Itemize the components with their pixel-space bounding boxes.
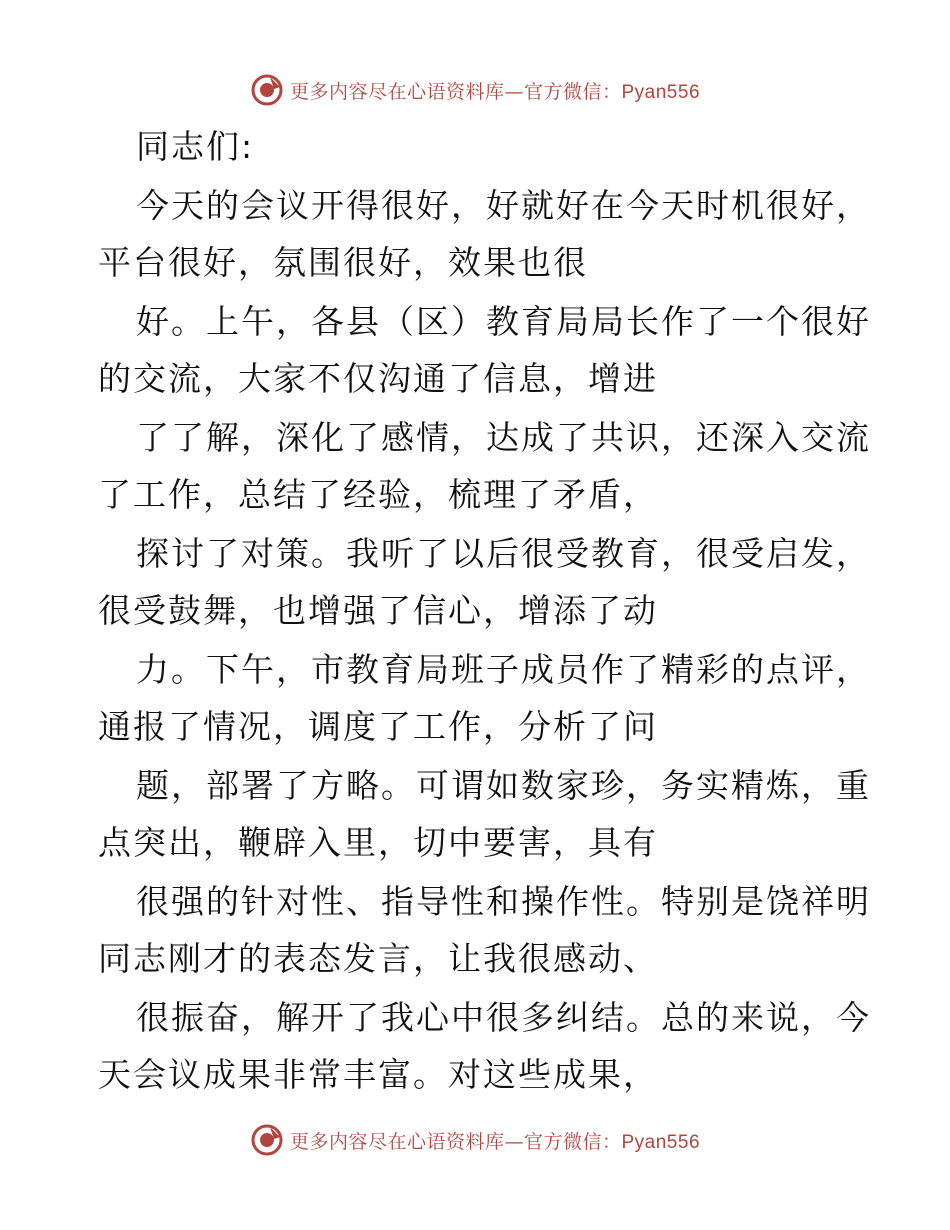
text-line: 点突出，鞭辟入里，切中要害，具有 <box>98 823 658 862</box>
text-line: 的交流，大家不仅沟通了信息，增进 <box>98 359 658 398</box>
banner-main: 更多内容尽在心语资料库 <box>289 1130 505 1153</box>
text-line: 力。下午，市教育局班子成员作了精彩的点评， <box>136 650 871 689</box>
text-line: 题，部署了方略。可谓如数家珍，务实精炼，重 <box>136 766 871 805</box>
text-line: 同志们: <box>136 127 255 166</box>
logo-icon <box>250 1123 284 1157</box>
text-line: 通报了情况，调度了工作，分析了问 <box>98 707 658 746</box>
text-line: 天会议成果非常丰富。对这些成果， <box>98 1055 658 1094</box>
text-line: 很强的针对性、指导性和操作性。特别是饶祥明 <box>136 882 871 921</box>
banner-text <box>290 1127 700 1154</box>
text-line: 了了解，深化了感情，达成了共识，还深入交流 <box>136 418 871 457</box>
text-line: 平台很好，氛围很好，效果也很 <box>98 243 588 282</box>
text-line: 好。上午，各县（区）教育局局长作了一个很好 <box>136 302 871 341</box>
banner-dash: — <box>504 1130 524 1153</box>
text-line: 很振奋，解开了我心中很多纠结。总的来说，今 <box>136 998 871 1037</box>
text-line: 今天的会议开得很好，好就好在今天时机很好， <box>136 186 871 225</box>
text-line: 同志刚才的表态发言，让我很感动、 <box>98 939 658 978</box>
banner-dash: — <box>504 80 524 103</box>
banner-main: 更多内容尽在心语资料库 <box>289 80 505 103</box>
banner-wechat: 官方微信： <box>523 80 622 103</box>
text-line: 了工作，总结了经验，梳理了矛盾， <box>98 475 658 514</box>
text-line: 探讨了对策。我听了以后很受教育，很受启发， <box>136 534 871 573</box>
banner-id: Pyan556 <box>621 81 701 103</box>
footer-banner <box>0 1120 950 1160</box>
text-line: 很受鼓舞，也增强了信心，增添了动 <box>98 591 658 630</box>
banner-id: Pyan556 <box>621 1131 701 1153</box>
banner-wechat: 官方微信： <box>523 1130 622 1153</box>
